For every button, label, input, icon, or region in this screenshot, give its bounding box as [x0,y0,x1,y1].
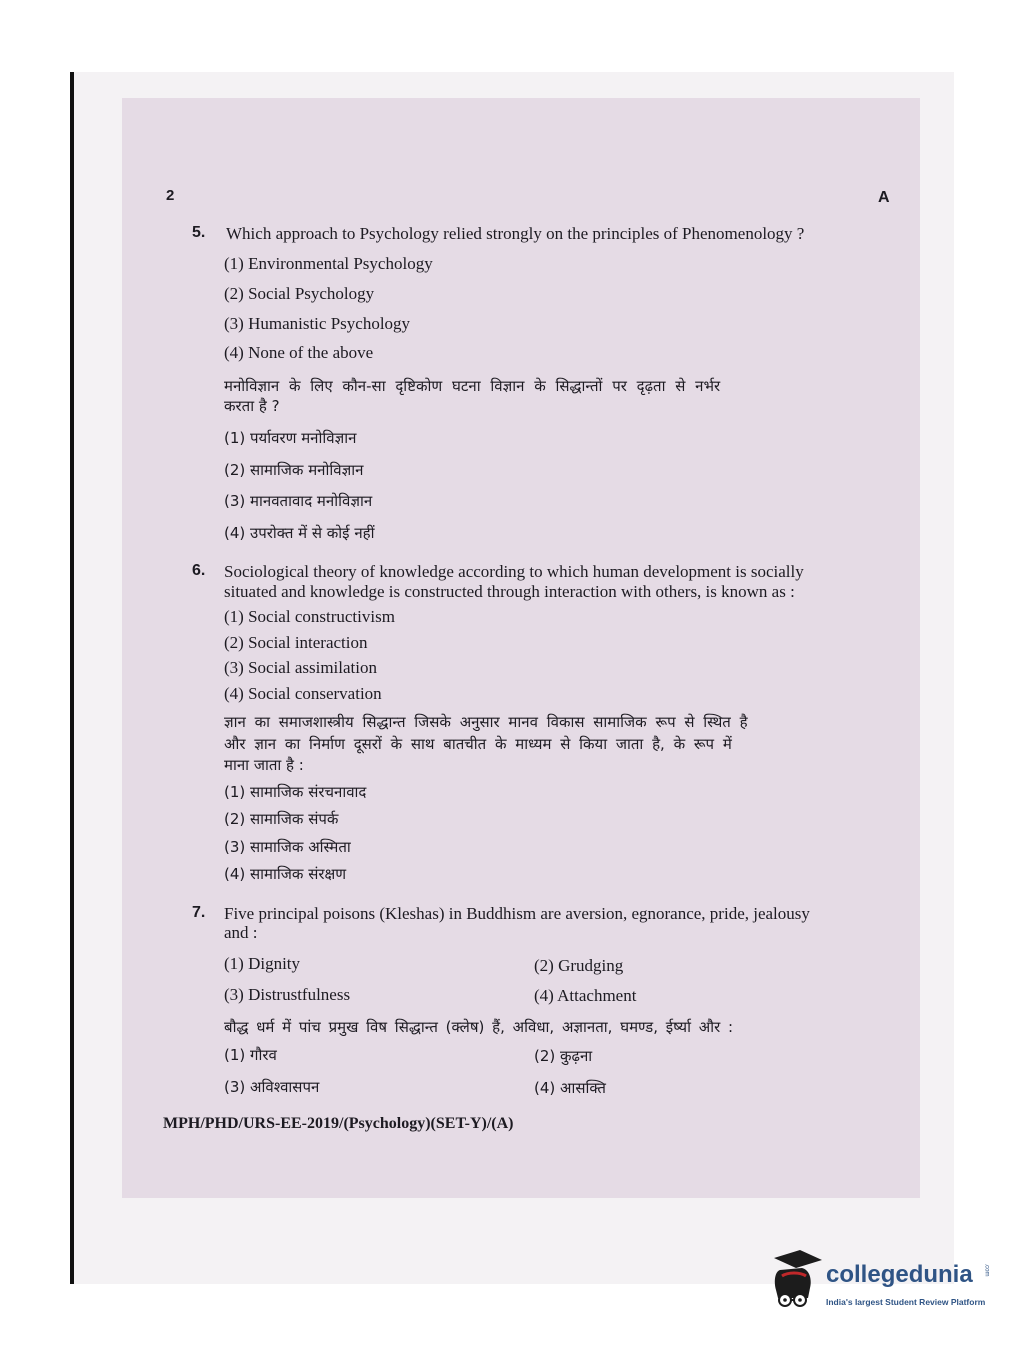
option-hi: (3) सामाजिक अस्मिता [224,838,351,856]
option-hi: (3) अविश्वासपन [224,1078,320,1096]
option-en: (1) Dignity [224,954,301,973]
question-number: 6. [192,562,206,579]
question-text-hi: और ज्ञान का निर्माण दूसरों के साथ बातचीत के माध्यम से किया जाता है, के रूप में [224,735,732,753]
option-en: (3) Social assimilation [224,658,377,677]
option-hi: (2) सामाजिक संपर्क [224,810,339,828]
question-text-en: and : [224,923,258,942]
brand-tagline: India's largest Student Review Platform [826,1297,986,1307]
option-hi: (1) सामाजिक संरचनावाद [224,783,367,801]
question-text-en: Sociological theory of knowledge according to which human development is socially [224,562,804,581]
question-text-en: Which approach to Psychology relied strongly on the principles of Phenomenology ? [226,224,805,243]
option-hi: (1) गौरव [224,1046,277,1064]
question-text-en: situated and knowledge is constructed through interaction with others, is known as : [224,582,795,601]
mascot-logo-icon [766,1250,822,1314]
question-text-hi: मनोविज्ञान के लिए कौन-सा दृष्टिकोण घटना विज्ञान के सिद्धान्तों पर दृढ़ता से नर्भर [224,377,721,395]
option-en: (4) None of the above [224,343,374,362]
question-number: 5. [192,224,206,241]
option-en: (3) Distrustfulness [224,985,351,1004]
question-text-hi: ज्ञान का समाजशास्त्रीय सिद्धान्त जिसके अनुसार मानव विकास सामाजिक रूप से स्थित है [224,713,748,731]
option-hi: (4) आसक्ति [534,1079,606,1097]
option-hi: (2) सामाजिक मनोविज्ञान [224,461,364,479]
option-en: (1) Social constructivism [224,607,395,626]
collegedunia-watermark [766,1250,996,1320]
question-text-en: Five principal poisons (Kleshas) in Buddhism are aversion, egnorance, pride, jealousy [224,904,810,923]
option-en: (2) Social interaction [224,633,368,652]
set-code: A [878,189,890,206]
option-hi: (1) पर्यावरण मनोविज्ञान [224,429,357,447]
option-hi: (4) सामाजिक संरक्षण [224,865,347,883]
page-number: 2 [166,187,175,204]
brand-name: collegedunia [826,1261,973,1288]
paper-code-footer: MPH/PHD/URS-EE-2019/(Psychology)(SET-Y)/(A) [163,1115,514,1132]
brand-domain-suffix: .com [983,1263,990,1277]
question-text-hi: करता है ? [224,397,280,415]
option-en: (3) Humanistic Psychology [224,314,411,333]
option-en: (4) Social conservation [224,684,382,703]
option-en: (2) Grudging [534,956,624,975]
option-en: (2) Social Psychology [224,284,375,303]
option-hi: (4) उपरोक्त में से कोई नहीं [224,524,375,542]
question-number: 7. [192,904,206,921]
question-text-hi: माना जाता है : [224,756,304,774]
option-hi: (3) मानवतावाद मनोविज्ञान [224,492,373,510]
question-text-hi: बौद्ध धर्म में पांच प्रमुख विष सिद्धान्त (क्लेष) हैं, अविधा, अज्ञानता, घमण्ड, ईर्ष्या और : [224,1018,734,1036]
option-en: (1) Environmental Psychology [224,254,433,273]
option-en: (4) Attachment [534,986,637,1005]
option-hi: (2) कुढ़ना [534,1047,593,1065]
